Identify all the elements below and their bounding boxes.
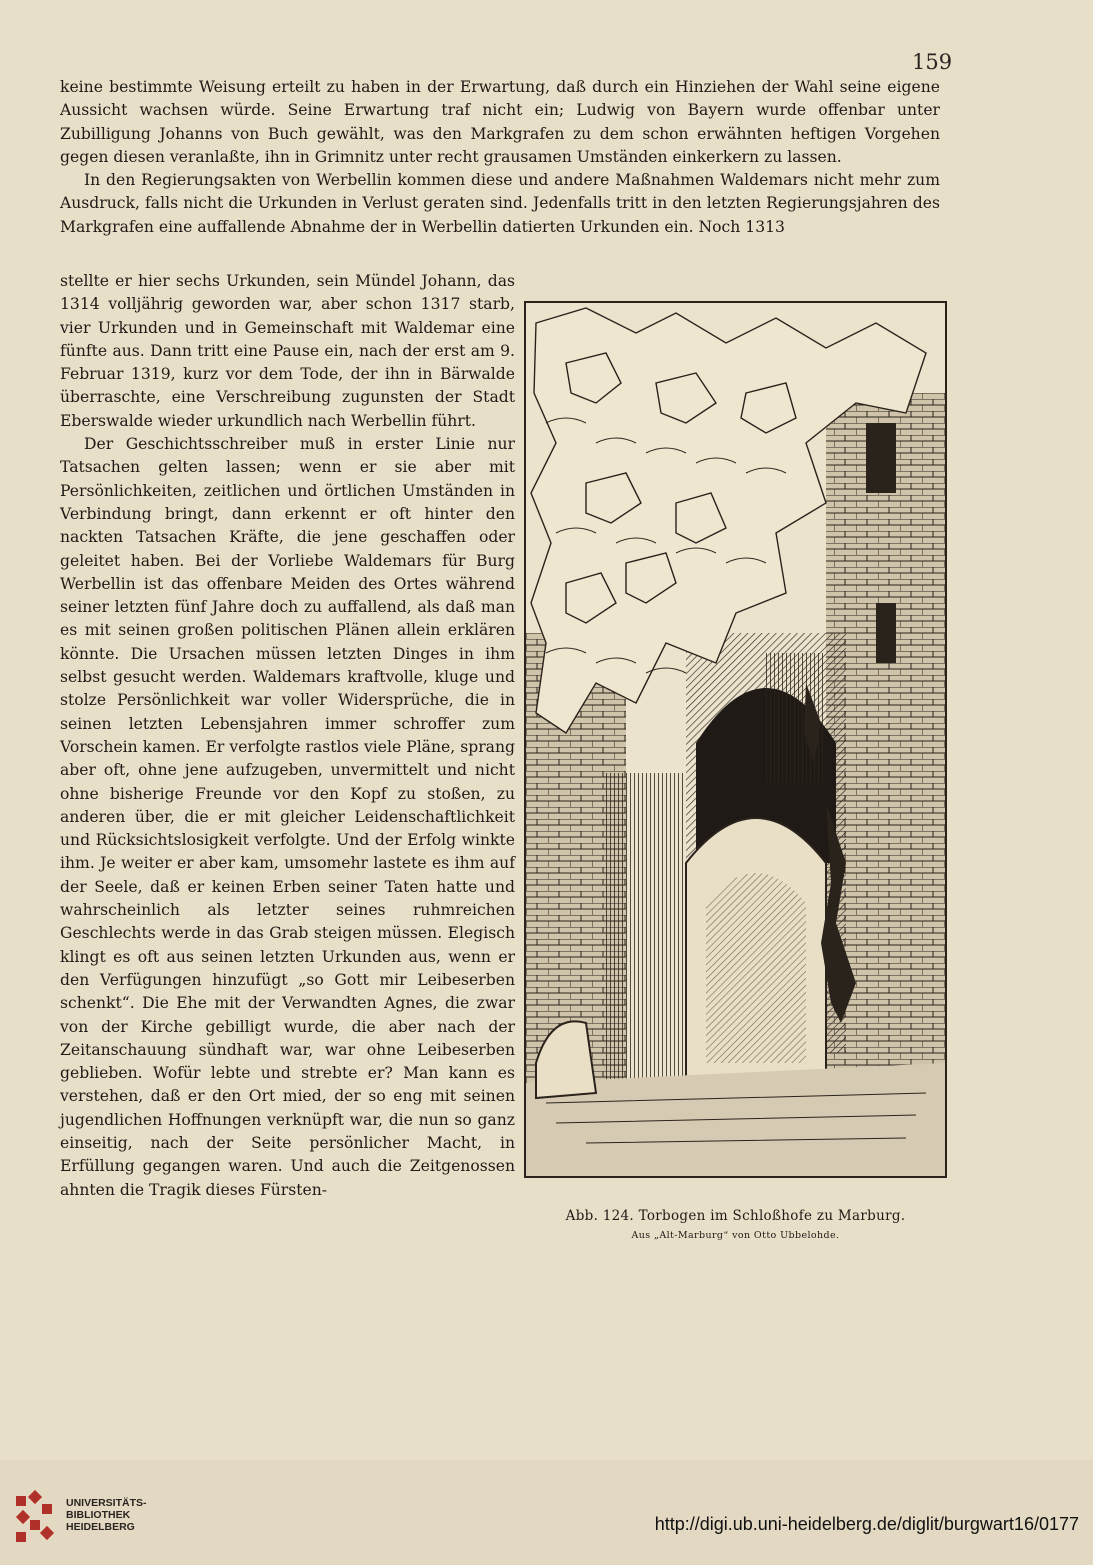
library-name-line: BIBLIOTHEK xyxy=(66,1509,131,1521)
figure-illustration xyxy=(524,301,947,1178)
inner-arch-shade xyxy=(706,873,806,1063)
paragraph: Der Geschichtsschreiber muß in erster Linie nur Tatsachen gelten lassen; wenn er sie aber mit Persönlichkeiten, zeitlichen und örtlichen Umständen in Verbindung bringt, dann erkennt er oft hinter den nackten Tatsachen Kräfte, die jene geschaffen oder geleitet haben. Bei der Vorliebe Waldemars für Burg Werbellin ist das offenbare Meiden des Ortes während seiner letzten fünf Jahre doch zu auffallend, als daß man es mit seinen großen politischen Plänen allein erklären könnte. Die Ursachen müssen letzten Dinges in ihm selbst gesucht werden. Waldemars kraftvolle, kluge und stolze Persönlichkeit war voller Widersprüche, die in seinen letzten Lebensjahren immer schroffer zum Vorschein kamen. Er verfolgte rastlos viele Pläne, sprang aber oft, ohne jene aufzugeben, unvermittelt und nicht ohne bisherige Freunde vor den Kopf zu stoßen, zu anderen über, die er mit gleicher Leidenschaftlichkeit und Rücksichtslosigkeit verfolgte. Und der Erfolg winkte ihm. Je weiter er aber kam, umsomehr lastete es ihm auf der Seele, daß er keinen Erben seiner Taten hatte und wahrscheinlich als letzter seines ruhmreichen Geschlechts werde in das Grab steigen müssen. Elegisch klingt es oft aus seinen letzten Urkunden aus, wenn er den Verfügungen hinzufügt „so Gott mir Leibeserben schenkt“. Die Ehe mit der Verwandten Agnes, die zwar von der Kirche gebilligt wurde, die aber nach der Zeitanschauung sündhaft war, war ohne Leibeserben geblieben. Wofür lebte und strebte er? Man kann es verstehen, daß er den Ort mied, der so eng mit seinen jugendlichen Hoffnungen verknüpft war, die nun so ganz einseitig, nach der Seite persönlicher Macht, in Erfüllung gegangen waren. Und auch die Zeitgenossen ahnten die Tragik dieses Fürsten- xyxy=(60,435,515,1199)
library-name xyxy=(66,1497,147,1533)
university-library-logo-icon xyxy=(12,1490,60,1546)
top-text-block xyxy=(60,76,940,239)
archway-drawing xyxy=(526,303,945,1176)
library-name-line: UNIVERSITÄTS- xyxy=(66,1497,147,1509)
paragraph: In den Regierungsakten von Werbellin kommen diese und andere Maßnahmen Waldemars nicht mehr zum Ausdruck, falls nicht die Urkunden in Verlust geraten sind. Jedenfalls tritt in den letzten Regierungsjahren des Markgrafen eine auffallende Abnahme der in Werbellin datierten Urkunden ein. Noch 1313 xyxy=(60,171,940,236)
figure-caption xyxy=(524,1208,947,1241)
library-name-line: HEIDELBERG xyxy=(66,1521,135,1533)
paragraph: keine bestimmte Weisung erteilt zu haben in der Erwartung, daß durch ein Hinziehen der Wahl seine eigene Aussicht wachsen würde. Seine Erwartung traf nicht ein; Ludwig von Bayern wurde offenbar unter Zubilligung Johanns von Buch gewählt, was den Markgrafen zu dem schon erwähnten heftigen Vorgehen gegen diesen veranlaßte, ihn in Grimnitz unter recht grausamen Umständen einkerkern zu lassen. xyxy=(60,78,940,166)
caption-credit: Aus „Alt-Marburg“ von Otto Ubbelohde. xyxy=(631,1230,840,1241)
tower-window xyxy=(876,603,896,663)
page-number: 159 xyxy=(912,50,953,74)
footer-bar xyxy=(0,1460,1093,1565)
tower-window xyxy=(866,423,896,493)
left-column-text xyxy=(60,270,515,1202)
wooden-door xyxy=(606,773,686,1083)
paragraph: stellte er hier sechs Urkunden, sein Mündel Johann, das 1314 volljährig geworden war, aber schon 1317 starb, vier Urkunden und in Gemeinschaft mit Waldemar eine fünfte aus. Dann tritt eine Pause ein, nach der erst am 9. Februar 1319, kurz vor dem Tode, der ihn in Bärwalde überraschte, eine Verschreibung zugunsten der Stadt Eberswalde wieder urkundlich nach Werbellin führt. xyxy=(60,272,515,430)
source-url-link[interactable]: http://digi.ub.uni-heidelberg.de/diglit/burgwart16/0177 xyxy=(654,1514,1079,1534)
caption-title: Abb. 124. Torbogen im Schloßhofe zu Marburg. xyxy=(565,1208,906,1224)
